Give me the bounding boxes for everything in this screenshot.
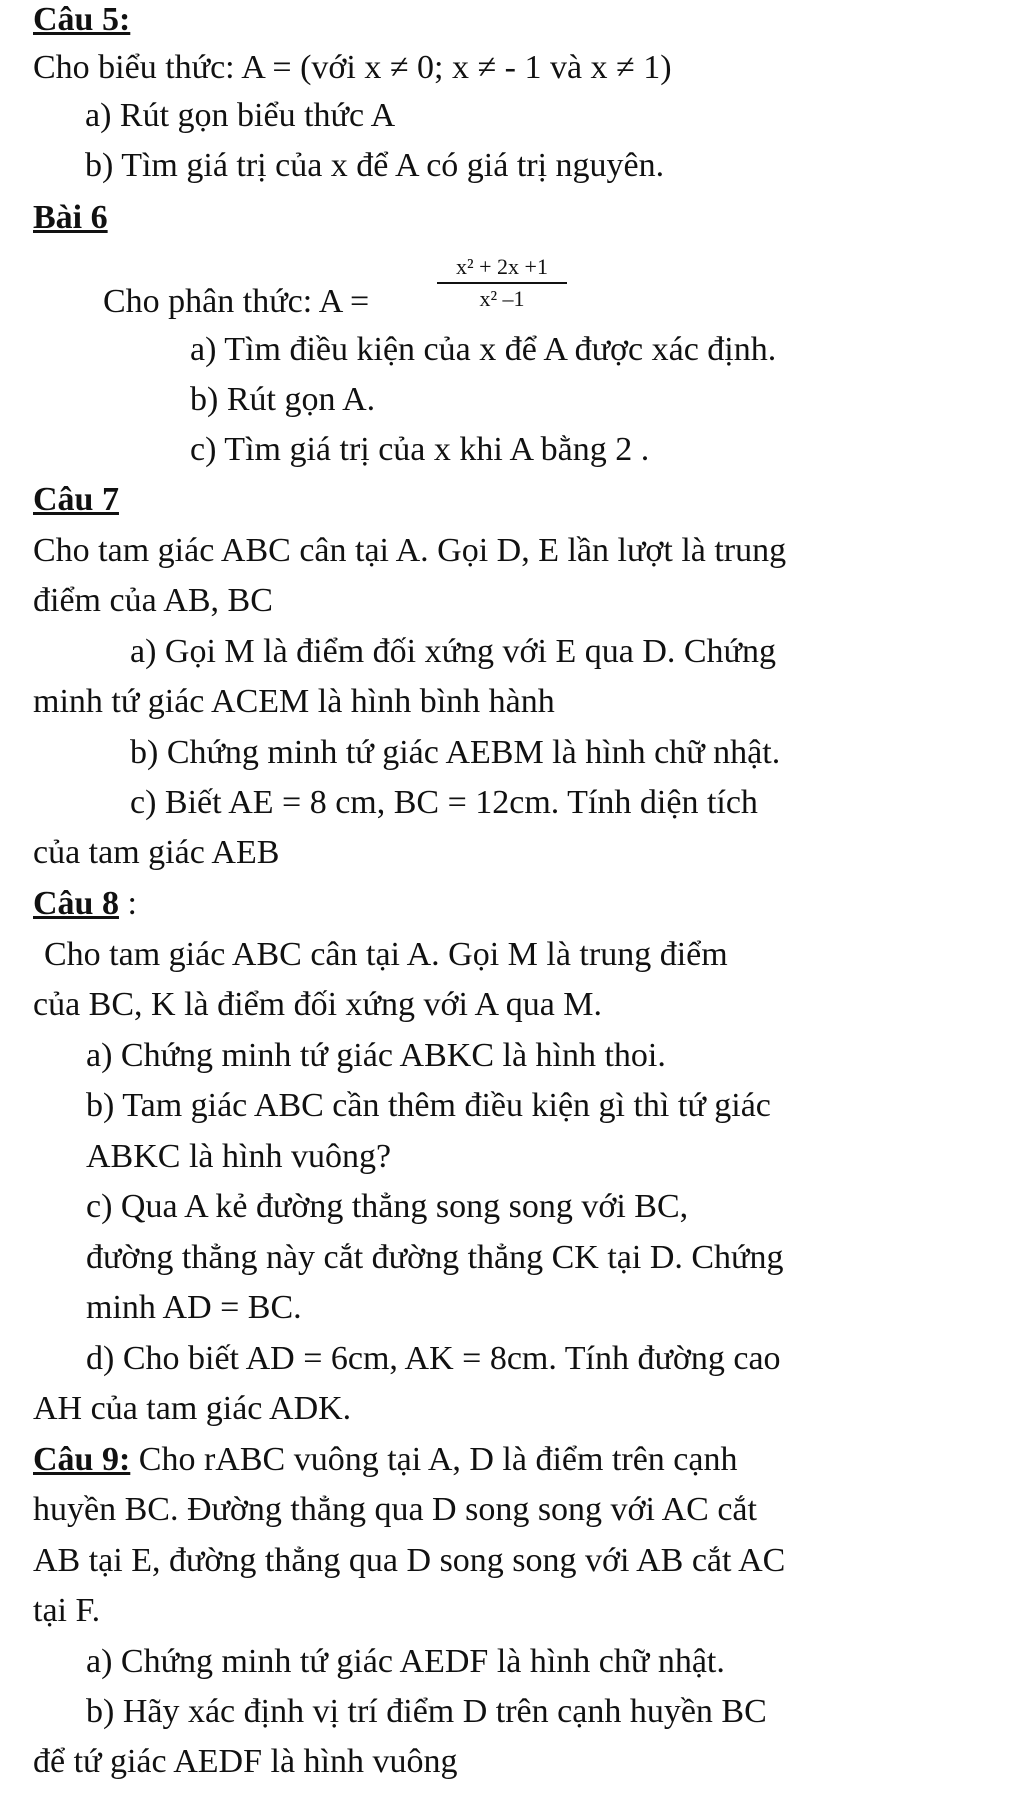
q8-part-d-line2: AH của tam giác ADK.	[33, 1390, 352, 1427]
q5-expression-line: Cho biểu thức: A = (với x ≠ 0; x ≠ - 1 và x ≠ 1)	[33, 49, 672, 86]
q7-part-a-line1: a) Gọi M là điểm đối xứng với E qua D. Chứng	[130, 633, 776, 670]
q7-part-a-line2: minh tứ giác ACEM là hình bình hành	[33, 683, 555, 720]
q7-part-c-line1: c) Biết AE = 8 cm, BC = 12cm. Tính diện tích	[130, 784, 758, 821]
q6-part-b: b) Rút gọn A.	[190, 381, 376, 418]
q8-heading-suffix: :	[118, 885, 137, 922]
q8-part-c-line2: đường thẳng này cắt đường thẳng CK tại D. Chứng	[86, 1239, 784, 1276]
q6-numerator: x² + 2x +1	[437, 254, 567, 284]
q5-part-a: a) Rút gọn biểu thức A	[85, 97, 396, 134]
q8-part-c-line3: minh AD = BC.	[86, 1289, 302, 1326]
q6-heading: Bài 6	[33, 199, 108, 236]
q8-part-c-line1: c) Qua A kẻ đường thẳng song song với BC,	[86, 1188, 689, 1225]
q6-part-c: c) Tìm giá trị của x khi A bằng 2 .	[190, 431, 650, 468]
q9-intro-line2: huyền BC. Đường thẳng qua D song song với AC cắt	[33, 1491, 757, 1528]
q7-part-c-line2: của tam giác AEB	[33, 834, 280, 871]
q9-intro-text: Cho rABC vuông tại A, D là điểm trên cạnh	[130, 1441, 738, 1478]
q8-heading: Câu 8	[33, 885, 119, 922]
q9-part-b-line2: để tứ giác AEDF là hình vuông	[33, 1743, 458, 1780]
q8-heading-line	[33, 884, 137, 924]
q9-intro-line4: tại F.	[33, 1592, 101, 1629]
q8-intro-line1: Cho tam giác ABC cân tại A. Gọi M là trung điểm	[44, 936, 728, 973]
q8-part-a: a) Chứng minh tứ giác ABKC là hình thoi.	[86, 1037, 666, 1074]
q6-part-a: a) Tìm điều kiện của x để A được xác định.	[190, 331, 777, 368]
q8-part-b-line1: b) Tam giác ABC cần thêm điều kiện gì thì tứ giác	[86, 1087, 771, 1124]
q8-part-b-line2: ABKC là hình vuông?	[86, 1138, 392, 1175]
q9-part-a: a) Chứng minh tứ giác AEDF là hình chữ nhật.	[86, 1643, 725, 1680]
q7-intro-line2: điểm của AB, BC	[33, 582, 273, 619]
q9-part-b-line1: b) Hãy xác định vị trí điểm D trên cạnh huyền BC	[86, 1693, 767, 1730]
q6-fraction	[437, 254, 567, 312]
q7-intro-line1: Cho tam giác ABC cân tại A. Gọi D, E lần lượt là trung	[33, 532, 787, 569]
q7-part-b: b) Chứng minh tứ giác AEBM là hình chữ nhật.	[130, 734, 781, 771]
q8-intro-line2: của BC, K là điểm đối xứng với A qua M.	[33, 986, 603, 1023]
q5-part-b: b) Tìm giá trị của x để A có giá trị nguyên.	[85, 147, 665, 184]
q8-part-d-line1: d) Cho biết AD = 6cm, AK = 8cm. Tính đường cao	[86, 1340, 781, 1377]
q6-denominator: x² –1	[479, 286, 525, 311]
q7-heading: Câu 7	[33, 481, 119, 518]
q5-heading: Câu 5:	[33, 1, 131, 38]
q9-intro-line3: AB tại E, đường thẳng qua D song song với AB cắt AC	[33, 1542, 786, 1579]
q9-heading: Câu 9:	[33, 1441, 131, 1478]
q6-intro: Cho phân thức: A =	[103, 283, 370, 320]
q9-intro-line1	[33, 1440, 737, 1480]
